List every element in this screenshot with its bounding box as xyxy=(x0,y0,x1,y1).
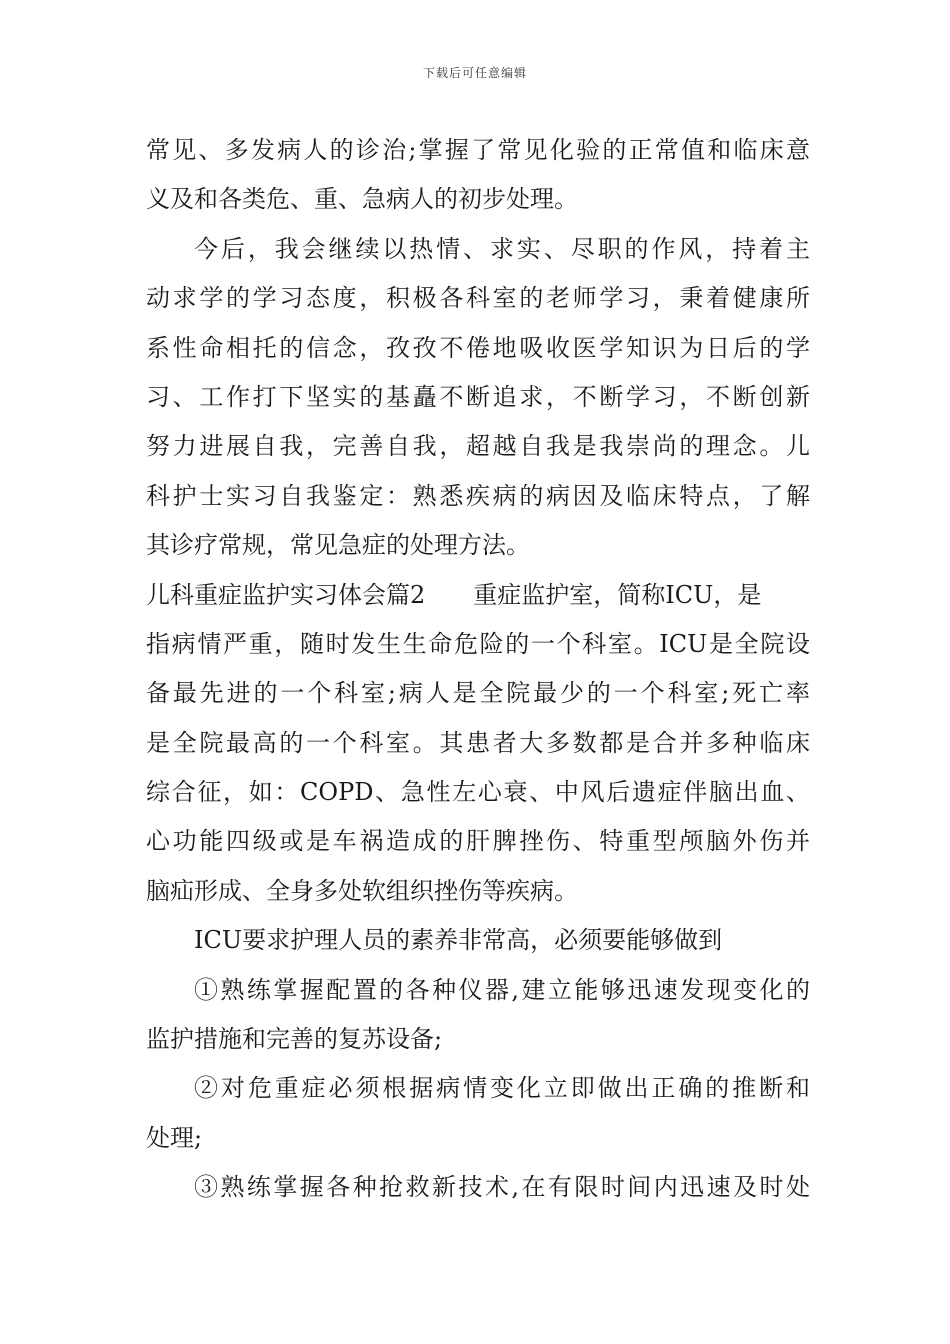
text-line: 监护措施和完善的复苏设备; xyxy=(146,1025,443,1054)
text-line: 是全院最高的一个科室。其患者大多数都是合并多种临床 xyxy=(146,728,810,757)
list-item-first-line: ③熟练掌握各种抢救新技术,在有限时间内迅速及时处 xyxy=(194,1173,810,1202)
paragraph-first-line: ICU要求护理人员的素养非常高，必须要能够做到 xyxy=(194,926,723,955)
text-line: 处理; xyxy=(146,1123,203,1152)
text-line: 脑疝形成、全身多处软组织挫伤等疾病。 xyxy=(146,876,578,905)
section-title-line xyxy=(146,571,810,620)
text-line: 科护士实习自我鉴定：熟悉疾病的病因及临床特点，了解 xyxy=(146,481,810,510)
section-title: 儿科重症监护实习体会篇2 xyxy=(146,580,426,609)
section-intro: 重症监护室，简称ICU，是 xyxy=(473,580,762,609)
text-line: 动求学的学习态度，积极各科室的老师学习，秉着健康所 xyxy=(146,284,810,313)
text-line: 义及和各类危、重、急病人的初步处理。 xyxy=(146,185,578,214)
paragraph-first-line: 今后，我会继续以热情、求实、尽职的作风，持着主 xyxy=(194,234,810,263)
text-line: 综合征，如：COPD、急性左心衰、中风后遗症伴脑出血、 xyxy=(146,778,810,807)
text-line: 常见、多发病人的诊治;掌握了常见化验的正常值和临床意 xyxy=(146,136,810,164)
text-line: 系性命相托的信念，孜孜不倦地吸收医学知识为日后的学 xyxy=(146,333,810,362)
page-header-note: 下载后可任意编辑 xyxy=(422,66,527,80)
text-line: 其诊疗常规，常见急症的处理方法。 xyxy=(146,531,530,560)
text-line: 备最先进的一个科室;病人是全院最少的一个科室;死亡率 xyxy=(146,679,810,708)
text-line: 指病情严重，随时发生生命危险的一个科室。ICU是全院设 xyxy=(146,629,810,658)
list-item-first-line: ①熟练掌握配置的各种仪器,建立能够迅速发现变化的 xyxy=(194,975,810,1004)
text-line: 努力进展自我，完善自我，超越自我是我崇尚的理念。儿 xyxy=(146,432,810,461)
list-item-first-line: ②对危重症必须根据病情变化立即做出正确的推断和 xyxy=(194,1074,810,1103)
document-body xyxy=(146,126,810,1213)
text-line: 心功能四级或是车祸造成的肝脾挫伤、特重型颅脑外伤并 xyxy=(146,827,810,856)
text-line: 习、工作打下坚实的基矗不断追求，不断学习，不断创新 xyxy=(146,382,810,411)
